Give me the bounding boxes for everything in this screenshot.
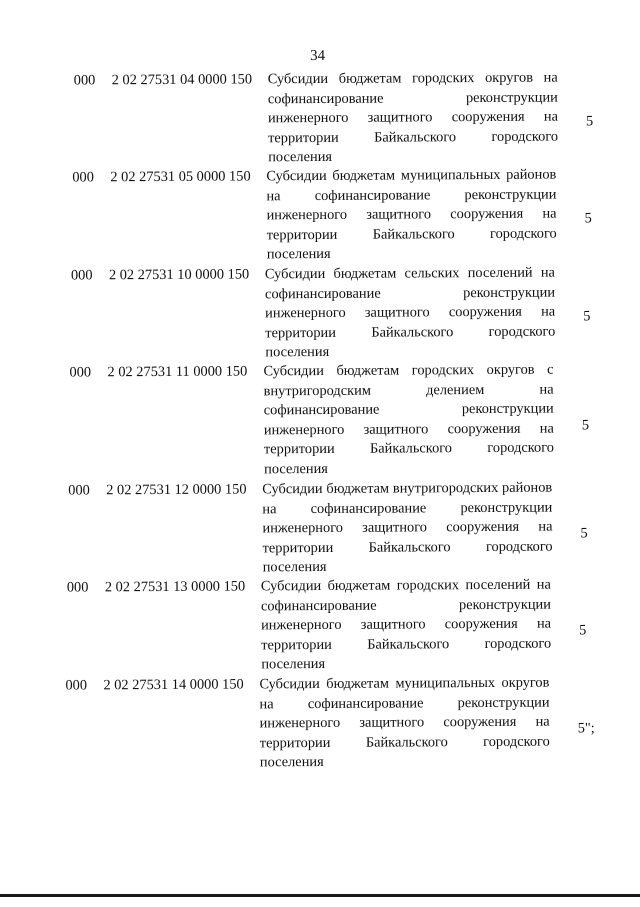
page-number: 34 <box>310 47 326 65</box>
amount: 5 <box>580 525 588 542</box>
budget-classification-code: 2 02 27531 05 0000 150 <box>110 168 251 186</box>
amount: 5"; <box>577 720 595 737</box>
budget-classification-code: 2 02 27531 13 0000 150 <box>104 578 246 596</box>
revenue-name: Субсидии бюджетам муниципальных районов на софинансирование реконструкции инженерного защитного сооружения на территории Байкальского городского поселения <box>266 166 557 263</box>
revenue-name: Субсидии бюджетам городских округов с внутригородским делением на софинансирование реконструкции инженерного защитного сооружения на территории Байкальского городского поселения <box>263 361 555 478</box>
revenue-name: Субсидии бюджетам городских поселений на софинансирование реконструкции инженерного защитного сооружения на территории Байкальского городского поселения <box>260 576 552 673</box>
revenue-name: Субсидии бюджетам сельских поселений на софинансирование реконструкции инженерного защитного сооружения на территории Байкальского городского поселения <box>264 264 556 361</box>
admin-code: 000 <box>68 482 90 499</box>
budget-classification-code: 2 02 27531 14 0000 150 <box>103 676 244 694</box>
budget-classification-code: 2 02 27531 12 0000 150 <box>106 481 247 499</box>
scan-edge-line <box>0 894 640 897</box>
table-row <box>73 68 594 166</box>
admin-code: 000 <box>73 72 96 89</box>
revenue-name: Субсидии бюджетам муниципальных округов на софинансирование реконструкции инженерного защитного сооружения на территории Байкальского городского поселения <box>259 674 550 771</box>
admin-code: 000 <box>72 169 94 186</box>
amount: 5 <box>579 622 587 639</box>
budget-classification-code: 2 02 27531 11 0000 150 <box>107 363 248 381</box>
admin-code: 000 <box>70 267 93 284</box>
revenue-name: Субсидии бюджетам городских округов на софинансирование реконструкции инженерного защитного сооружения на территории Байкальского городского поселения <box>267 69 559 166</box>
admin-code: 000 <box>65 677 88 694</box>
admin-code: 000 <box>66 579 89 596</box>
budget-classification-code: 2 02 27531 04 0000 150 <box>111 71 253 89</box>
revenue-name: Субсидии бюджетам внутригородских районов на софинансирование реконструкции инженерного защитного сооружения на территории Байкальского городского поселения <box>262 479 553 576</box>
amount: 5 <box>584 210 592 227</box>
budget-classification-code: 2 02 27531 10 0000 150 <box>108 266 250 284</box>
amount: 5 <box>585 113 594 130</box>
amount: 5 <box>581 417 590 434</box>
admin-code: 000 <box>69 364 92 381</box>
amount: 5 <box>583 308 591 325</box>
